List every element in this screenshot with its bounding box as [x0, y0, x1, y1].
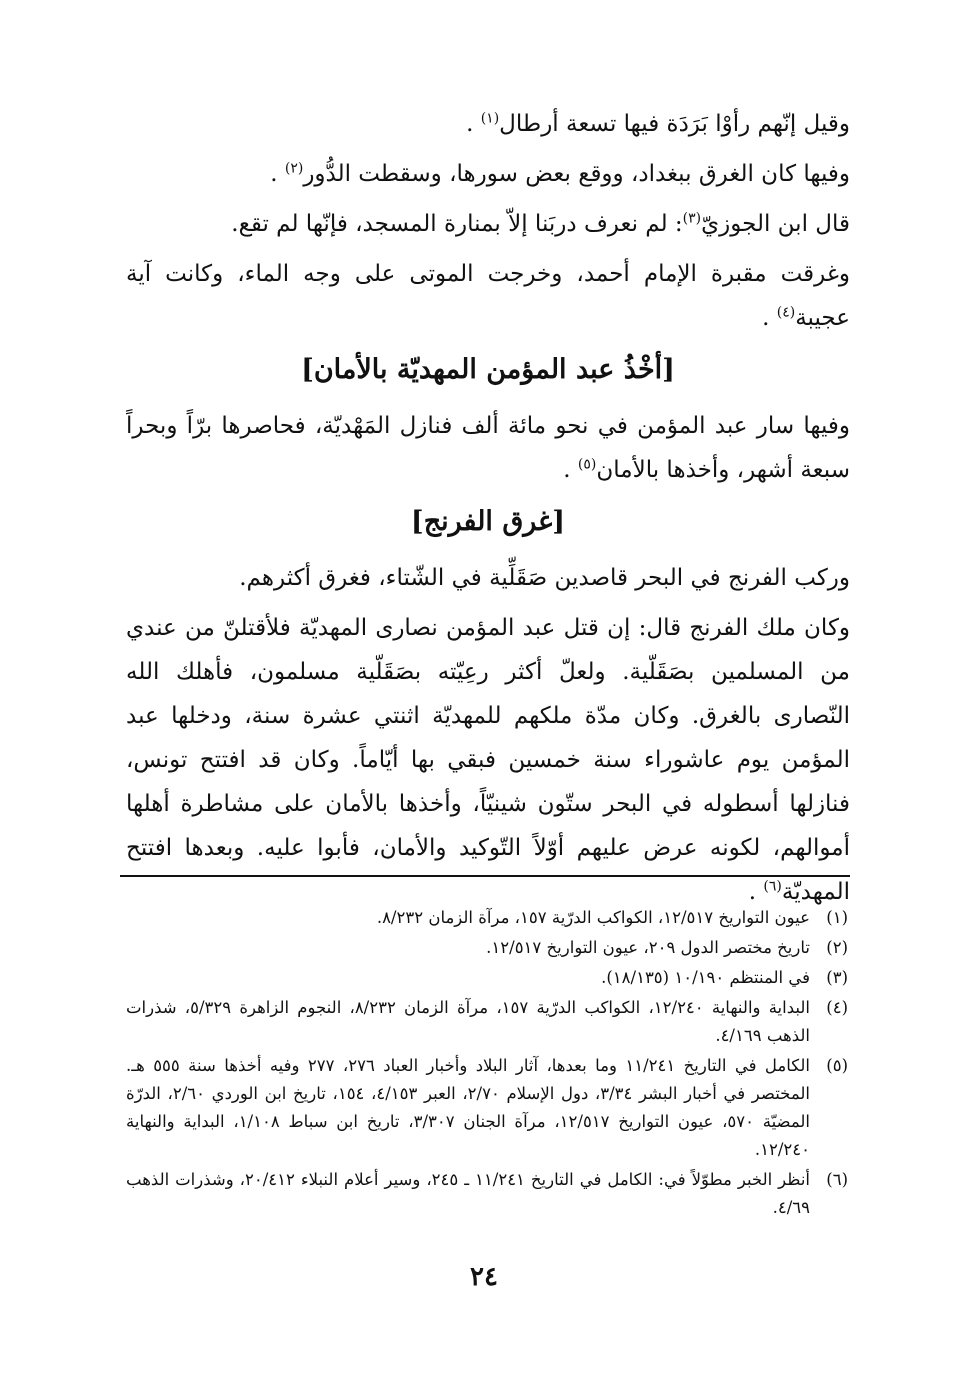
footnotes-section	[126, 904, 848, 1224]
section-heading-franks: [غرق الفرنج]	[410, 506, 566, 537]
footnote-number: (٤)	[826, 998, 848, 1017]
paragraph-text: وركب الفرنج في البحر قاصدين صَقَلِّية في الشّتاء، فغرق أكثرهم.	[239, 565, 850, 591]
footnote-4	[126, 994, 848, 1050]
paragraph-ibn-jawzi	[126, 202, 850, 246]
footnote-number: (٢)	[826, 938, 848, 957]
paragraph-text-end: .	[563, 457, 578, 483]
footnote-text: أنظر الخبر مطوّلاً في: الكامل في التاريخ ١١/٢٤١ ـ ٢٤٥، وسير أعلام النبلاء ٢٠/٤١٢، وشذرات الذهب ٤/٦٩.	[126, 1170, 810, 1217]
paragraph-hail	[126, 102, 850, 146]
paragraph-text-end: .	[270, 161, 285, 187]
footnote-text: تاريخ مختصر الدول ٢٠٩، عيون التواريخ ١٢/٥١٧.	[486, 938, 810, 957]
paragraph-flood-baghdad	[126, 152, 850, 196]
footnote-5	[126, 1052, 848, 1164]
footnote-text: الكامل في التاريخ ١١/٢٤١ وما بعدها، آثار البلاد وأخبار العباد ٢٧٦، ٢٧٧ وفيه أخذها سنة ٥٥٥ هـ. المختصر في أخبار البشر ٣/٣٤، دول الإسلام ٢/٧٠، العبر ٤/١٥٣، ١٥٤، تاريخ ابن الوردي ٢/٦٠، الدرّة المضيّة ٥٧٠، عيون التواريخ ١٢/٥١٧، مرآة الجنان ٣/٣٠٧، تاريخ ابن سباط ١/١٠٨، البداية والنهاية ١٢/٢٤٠.	[126, 1056, 811, 1159]
paragraph-text: وقيل إنّهم رأوْا بَرَدَة فيها تسعة أرطال	[499, 111, 850, 137]
footnote-1	[126, 904, 848, 932]
paragraph-text-end: : لم نعرف دربَنا إلاّ بمنارة المسجد، فإنّها لم تقع.	[231, 211, 683, 237]
footnote-2	[126, 934, 848, 962]
paragraph-text-end: .	[762, 305, 777, 331]
footnote-ref: (١)	[480, 110, 500, 127]
paragraph-text-end: .	[748, 879, 764, 905]
paragraph-frank-king	[126, 606, 850, 914]
paragraph-siege-mahdia	[126, 404, 850, 492]
paragraph-franks-drown	[126, 556, 850, 600]
paragraph-text: وفيها كان الغرق ببغداد، ووقع بعض سورها، وسقطت الدُّور	[303, 161, 850, 187]
footnote-number: (٥)	[826, 1056, 848, 1075]
footnote-number: (١)	[826, 908, 848, 927]
paragraph-cemetery	[126, 252, 850, 340]
footnote-ref: (٥)	[577, 456, 597, 473]
footnote-ref: (٣)	[682, 210, 702, 227]
footnote-number: (٣)	[826, 968, 848, 987]
footnote-text: في المنتظم ١٠/١٩٠ (١٨/١٣٥).	[601, 968, 810, 987]
footnote-divider	[120, 875, 850, 877]
paragraph-text: وغرقت مقبرة الإمام أحمد، وخرجت الموتى على وجه الماء، وكانت آية عجيبة	[126, 261, 850, 331]
footnote-ref: (٤)	[776, 304, 796, 321]
page-number: ٢٤	[470, 1262, 498, 1292]
paragraph-text: وكان ملك الفرنج قال: إن قتل عبد المؤمن نصارى المهديّة فلأقتلنّ من عندي من المسلمين بصَقَلّية. ولعلّ أكثر رعِيّته بصَقَلّية مسلمون، فأهلك الله النّصارى بالغرق. وكان مدّة ملكهم للمهديّة اثنتي عشرة سنة، ودخلها عبد المؤمن يوم عاشوراء سنة خمسين فبقي بها أيّاماً. وكان قد افتتح تونس، فنازلها أسطوله في البحر ستّون شينيّاً، وأخذها بالأمان على مشاطرة أهلها أموالهم، لكونه عرض عليهم أوّلاً التّوكيد والأمان، فأبوا عليه. وبعدها افتتح المهديّة	[126, 615, 850, 905]
main-text	[126, 102, 850, 920]
section-heading-mahdia: [أخْذُ عبد المؤمن المهديّة بالأمان]	[301, 354, 675, 385]
footnote-6	[126, 1166, 848, 1222]
paragraph-text: وفيها سار عبد المؤمن في نحو مائة ألف فنازل المَهْديّة، فحاصرها برّاً وبحراً سبعة أشهر، وأخذها بالأمان	[126, 413, 850, 483]
footnote-text: البداية والنهاية ١٢/٢٤٠، الكواكب الدرّية ١٥٧، مرآة الزمان ٨/٢٣٢، النجوم الزاهرة ٥/٣٢٩، شذرات الذهب ٤/١٦٩.	[126, 998, 810, 1045]
paragraph-text-end: .	[466, 111, 481, 137]
footnote-number: (٦)	[826, 1170, 848, 1189]
paragraph-text: قال ابن الجوزيّ	[701, 211, 850, 237]
footnote-ref: (٦)	[763, 878, 782, 895]
footnote-3	[126, 964, 848, 992]
footnote-ref: (٢)	[284, 160, 304, 177]
footnote-text: عيون التواريخ ١٢/٥١٧، الكواكب الدرّية ١٥٧، مرآة الزمان ٨/٢٣٢.	[376, 908, 810, 927]
